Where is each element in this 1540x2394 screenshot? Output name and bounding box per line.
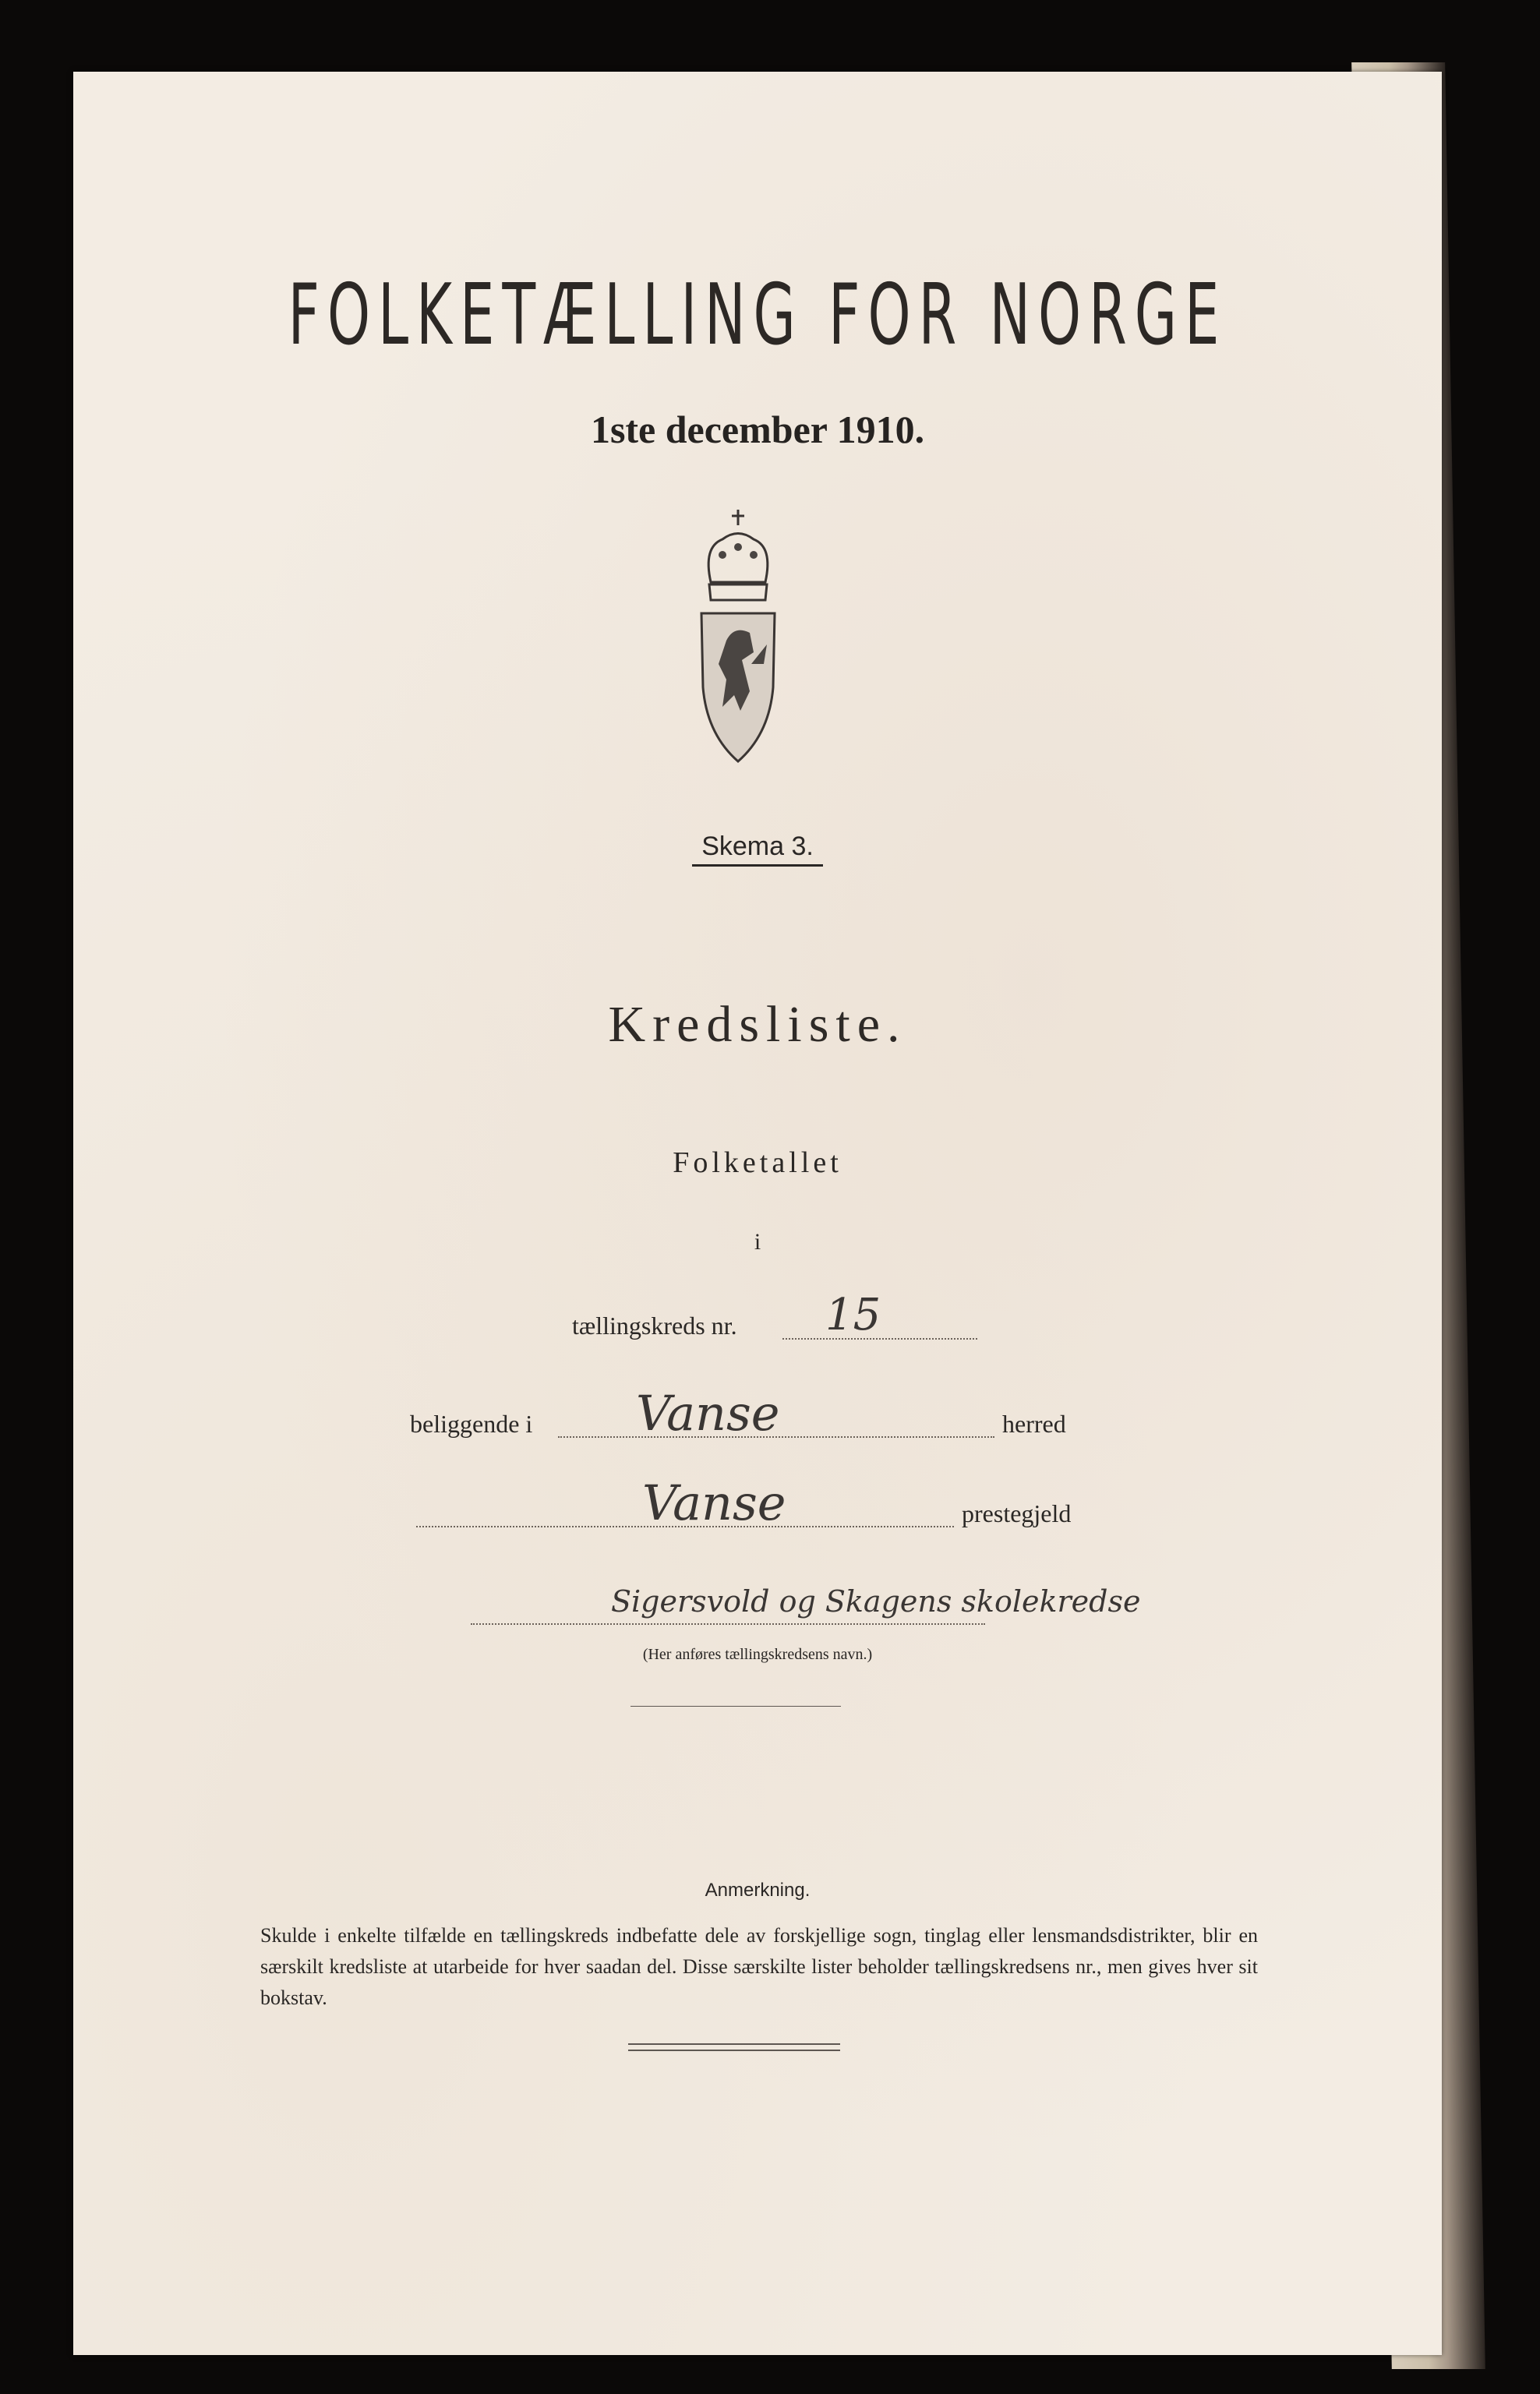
document-page (73, 72, 1442, 2355)
herred-row (410, 1385, 1150, 1447)
herred-value[interactable]: Vanse (636, 1385, 780, 1442)
district-number-row (572, 1290, 977, 1346)
kreds-name-caption: (Her anføres tællingskredsens navn.) (642, 1646, 873, 1663)
herred-label: herred (1002, 1410, 1066, 1438)
prestegjeld-label: prestegjeld (962, 1499, 1072, 1527)
document-title: FOLKETÆLLING FOR NORGE (288, 267, 1227, 364)
norwegian-coat-of-arms-icon (680, 508, 796, 773)
heading-folketallet: Folketallet (673, 1146, 842, 1179)
word-i: i (754, 1229, 761, 1255)
kreds-name-row (471, 1580, 1172, 1634)
prestegjeld-row (416, 1474, 1157, 1537)
note-title: Anmerkning. (705, 1880, 811, 1901)
note-body: Skulde i enkelte tilfælde en tællingskreds indbefatte dele av forskjellige sogn, tinglag eller lensmandsdistrikter, blir en særskilt kredsliste at utarbeide for hver saadan del. Disse særskilte lister beholder tællingskredsens nr., men gives hver sit bokstav. (260, 1924, 1258, 2009)
divider-double-top (628, 2043, 840, 2045)
kreds-name-value[interactable]: Sigersvold og Skagens skolekredse (611, 1584, 1141, 1619)
schema-number: Skema 3. (73, 832, 1442, 862)
census-date: 1ste december 1910. (590, 408, 925, 451)
kreds-name-line (471, 1623, 985, 1625)
form-name: Kredsliste. (608, 996, 907, 1053)
divider-double-bottom (628, 2050, 840, 2051)
district-number-value[interactable]: 15 (825, 1290, 881, 1340)
prestegjeld-value[interactable]: Vanse (642, 1474, 786, 1531)
divider-short (630, 1706, 841, 1707)
district-label: tællingskreds nr. (572, 1312, 737, 1340)
located-label: beliggende i (410, 1410, 533, 1438)
